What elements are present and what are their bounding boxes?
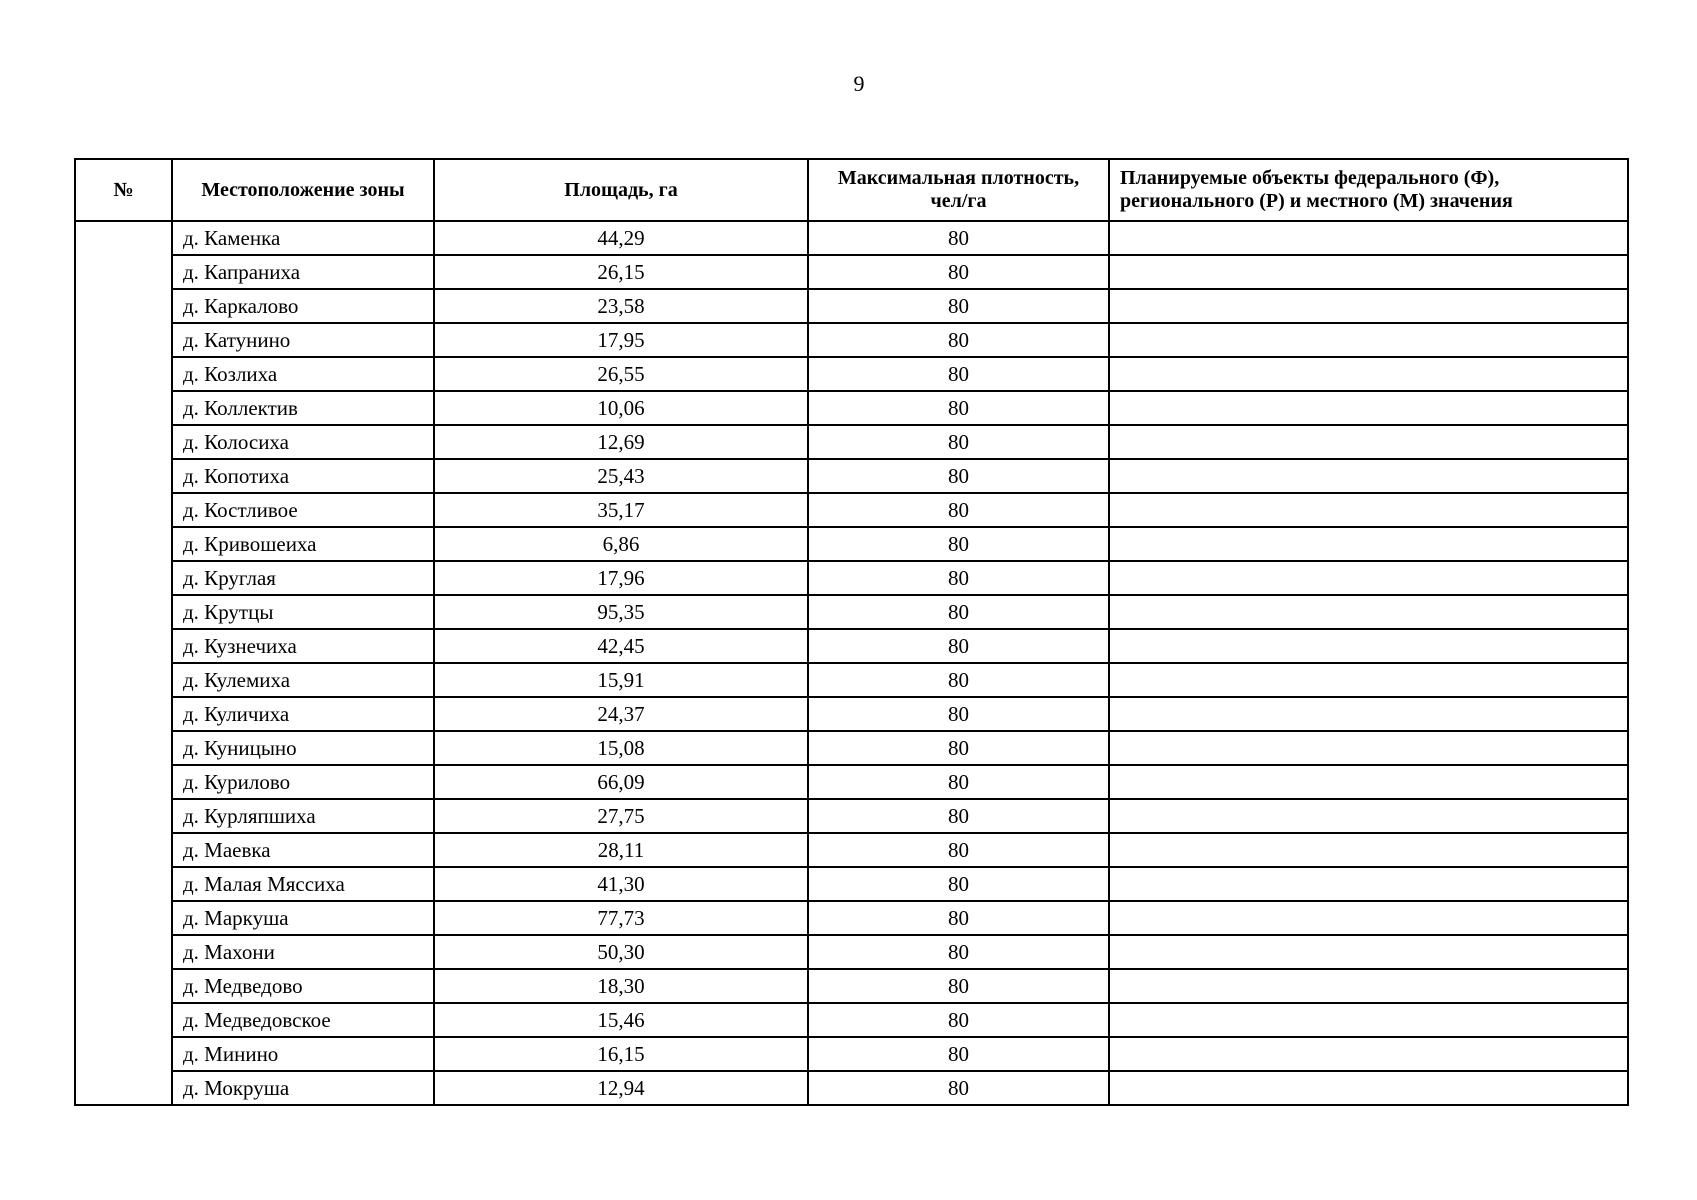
table-row xyxy=(75,799,1628,833)
planned-objects-cell xyxy=(1109,867,1628,901)
density-cell: 80 xyxy=(808,901,1109,935)
location-cell: д. Мокруша xyxy=(172,1071,434,1105)
location-cell: д. Минино xyxy=(172,1037,434,1071)
table-header-row xyxy=(75,159,1628,221)
location-cell: д. Малая Мяссиха xyxy=(172,867,434,901)
location-cell: д. Крутцы xyxy=(172,595,434,629)
area-cell: 10,06 xyxy=(434,391,808,425)
planned-objects-cell xyxy=(1109,527,1628,561)
planned-objects-cell xyxy=(1109,1037,1628,1071)
table-row xyxy=(75,459,1628,493)
location-cell: д. Кузнечиха xyxy=(172,629,434,663)
planned-objects-cell xyxy=(1109,425,1628,459)
area-cell: 50,30 xyxy=(434,935,808,969)
location-cell: д. Медведово xyxy=(172,969,434,1003)
header-location: Местоположение зоны xyxy=(172,159,434,221)
density-cell: 80 xyxy=(808,1071,1109,1105)
header-planned-objects xyxy=(1109,159,1628,221)
header-objects-line2: регионального (Р) и местного (М) значения xyxy=(1120,190,1513,212)
location-cell: д. Костливое xyxy=(172,493,434,527)
table-row xyxy=(75,901,1628,935)
density-cell: 80 xyxy=(808,799,1109,833)
area-cell: 24,37 xyxy=(434,697,808,731)
density-cell: 80 xyxy=(808,697,1109,731)
planned-objects-cell xyxy=(1109,969,1628,1003)
planned-objects-cell xyxy=(1109,799,1628,833)
area-cell: 16,15 xyxy=(434,1037,808,1071)
density-cell: 80 xyxy=(808,221,1109,255)
area-cell: 18,30 xyxy=(434,969,808,1003)
area-cell: 15,91 xyxy=(434,663,808,697)
location-cell: д. Коллектив xyxy=(172,391,434,425)
density-cell: 80 xyxy=(808,663,1109,697)
area-cell: 28,11 xyxy=(434,833,808,867)
table-row xyxy=(75,969,1628,1003)
density-cell: 80 xyxy=(808,595,1109,629)
density-cell: 80 xyxy=(808,357,1109,391)
area-cell: 66,09 xyxy=(434,765,808,799)
location-cell: д. Куличиха xyxy=(172,697,434,731)
location-cell: д. Куницыно xyxy=(172,731,434,765)
header-area: Площадь, га xyxy=(434,159,808,221)
area-cell: 44,29 xyxy=(434,221,808,255)
density-cell: 80 xyxy=(808,867,1109,901)
table-row xyxy=(75,663,1628,697)
density-cell: 80 xyxy=(808,289,1109,323)
planned-objects-cell xyxy=(1109,629,1628,663)
planned-objects-cell xyxy=(1109,1071,1628,1105)
density-cell: 80 xyxy=(808,1037,1109,1071)
table-row xyxy=(75,1037,1628,1071)
location-cell: д. Кулемиха xyxy=(172,663,434,697)
density-cell: 80 xyxy=(808,255,1109,289)
density-cell: 80 xyxy=(808,323,1109,357)
table-row xyxy=(75,221,1628,255)
number-cell xyxy=(75,221,172,1105)
density-cell: 80 xyxy=(808,765,1109,799)
location-cell: д. Курилово xyxy=(172,765,434,799)
area-cell: 15,46 xyxy=(434,1003,808,1037)
planned-objects-cell xyxy=(1109,391,1628,425)
location-cell: д. Круглая xyxy=(172,561,434,595)
area-cell: 27,75 xyxy=(434,799,808,833)
density-cell: 80 xyxy=(808,969,1109,1003)
planned-objects-cell xyxy=(1109,459,1628,493)
area-cell: 12,69 xyxy=(434,425,808,459)
planned-objects-cell xyxy=(1109,357,1628,391)
table-row xyxy=(75,289,1628,323)
table-row xyxy=(75,595,1628,629)
planned-objects-cell xyxy=(1109,697,1628,731)
planned-objects-cell xyxy=(1109,1003,1628,1037)
location-cell: д. Каркалово xyxy=(172,289,434,323)
location-cell: д. Медведовское xyxy=(172,1003,434,1037)
density-cell: 80 xyxy=(808,493,1109,527)
planned-objects-cell xyxy=(1109,255,1628,289)
table-row xyxy=(75,527,1628,561)
table-row xyxy=(75,493,1628,527)
table-row xyxy=(75,1003,1628,1037)
table-row xyxy=(75,731,1628,765)
area-cell: 17,96 xyxy=(434,561,808,595)
planned-objects-cell xyxy=(1109,901,1628,935)
table-row xyxy=(75,323,1628,357)
location-cell: д. Каменка xyxy=(172,221,434,255)
planned-objects-cell xyxy=(1109,935,1628,969)
density-cell: 80 xyxy=(808,391,1109,425)
area-cell: 95,35 xyxy=(434,595,808,629)
table-row xyxy=(75,255,1628,289)
table-row xyxy=(75,867,1628,901)
location-cell: д. Маевка xyxy=(172,833,434,867)
planned-objects-cell xyxy=(1109,493,1628,527)
table-row xyxy=(75,935,1628,969)
density-cell: 80 xyxy=(808,1003,1109,1037)
header-density-line2: чел/га xyxy=(930,190,987,212)
planned-objects-cell xyxy=(1109,561,1628,595)
header-density xyxy=(808,159,1109,221)
location-cell: д. Копотиха xyxy=(172,459,434,493)
location-cell: д. Кривошеиха xyxy=(172,527,434,561)
location-cell: д. Катунино xyxy=(172,323,434,357)
area-cell: 17,95 xyxy=(434,323,808,357)
zones-table xyxy=(74,158,1629,1106)
area-cell: 6,86 xyxy=(434,527,808,561)
area-cell: 23,58 xyxy=(434,289,808,323)
table-body xyxy=(75,221,1628,1105)
density-cell: 80 xyxy=(808,459,1109,493)
density-cell: 80 xyxy=(808,731,1109,765)
table-row xyxy=(75,357,1628,391)
planned-objects-cell xyxy=(1109,765,1628,799)
planned-objects-cell xyxy=(1109,595,1628,629)
location-cell: д. Козлиха xyxy=(172,357,434,391)
density-cell: 80 xyxy=(808,561,1109,595)
location-cell: д. Капраниха xyxy=(172,255,434,289)
table-row xyxy=(75,1071,1628,1105)
area-cell: 15,08 xyxy=(434,731,808,765)
density-cell: 80 xyxy=(808,629,1109,663)
location-cell: д. Маркуша xyxy=(172,901,434,935)
header-objects-line1: Планируемые объекты федерального (Ф), xyxy=(1120,167,1500,189)
planned-objects-cell xyxy=(1109,289,1628,323)
area-cell: 42,45 xyxy=(434,629,808,663)
area-cell: 26,55 xyxy=(434,357,808,391)
planned-objects-cell xyxy=(1109,323,1628,357)
table-row xyxy=(75,697,1628,731)
location-cell: д. Курляпшиха xyxy=(172,799,434,833)
density-cell: 80 xyxy=(808,833,1109,867)
planned-objects-cell xyxy=(1109,833,1628,867)
density-cell: 80 xyxy=(808,425,1109,459)
location-cell: д. Махони xyxy=(172,935,434,969)
area-cell: 41,30 xyxy=(434,867,808,901)
table-row xyxy=(75,833,1628,867)
area-cell: 12,94 xyxy=(434,1071,808,1105)
area-cell: 25,43 xyxy=(434,459,808,493)
table-row xyxy=(75,765,1628,799)
location-cell: д. Колосиха xyxy=(172,425,434,459)
table-row xyxy=(75,391,1628,425)
table-row xyxy=(75,425,1628,459)
area-cell: 77,73 xyxy=(434,901,808,935)
area-cell: 26,15 xyxy=(434,255,808,289)
planned-objects-cell xyxy=(1109,663,1628,697)
planned-objects-cell xyxy=(1109,221,1628,255)
area-cell: 35,17 xyxy=(434,493,808,527)
table-row xyxy=(75,629,1628,663)
density-cell: 80 xyxy=(808,527,1109,561)
header-density-line1: Максимальная плотность, xyxy=(837,167,1080,189)
page-number: 9 xyxy=(853,71,865,96)
density-cell: 80 xyxy=(808,935,1109,969)
table-row xyxy=(75,561,1628,595)
header-number: № xyxy=(75,159,172,221)
planned-objects-cell xyxy=(1109,731,1628,765)
